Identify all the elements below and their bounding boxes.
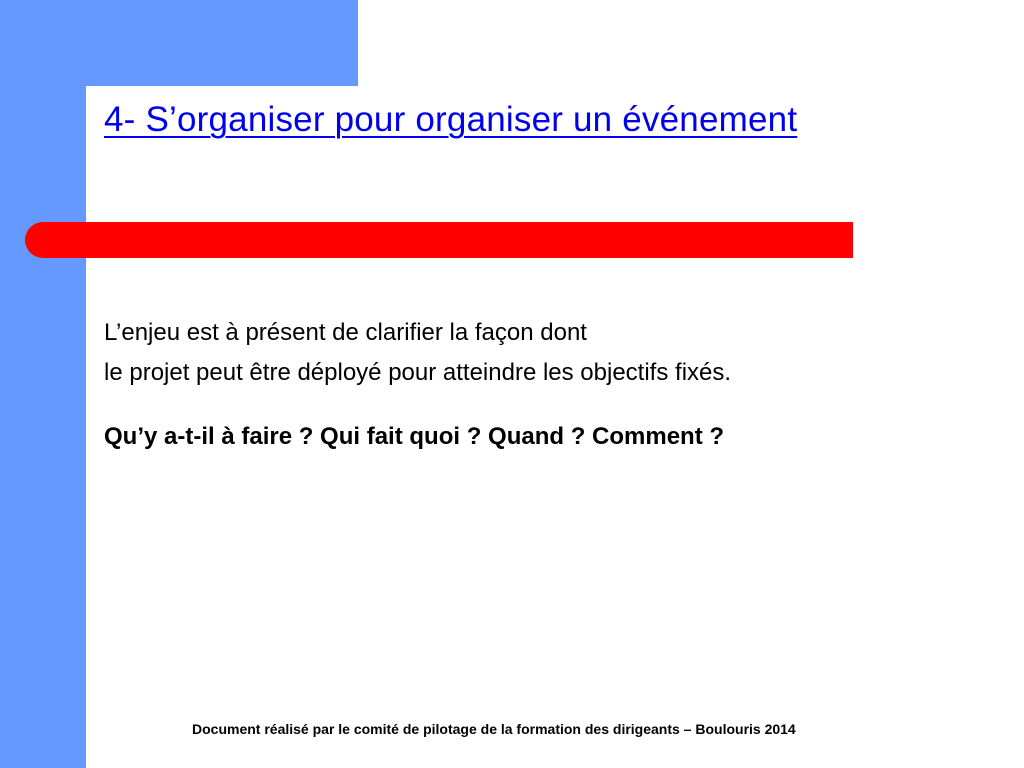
slide-footer: Document réalisé par le comité de pilotage de la formation des dirigeants – Boulouris 2014 — [192, 721, 796, 737]
decorative-red-bar — [25, 222, 853, 258]
body-line-1: L’enjeu est à présent de clarifier la façon dont — [104, 319, 587, 346]
slide-body — [104, 313, 984, 457]
body-line-2: le projet peut être déployé pour atteindre les objectifs fixés. — [104, 359, 732, 386]
slide-title[interactable]: 4- S’organiser pour organiser un événement — [104, 100, 798, 139]
key-questions: Qu’y a-t-il à faire ? Qui fait quoi ? Quand ? Comment ? — [104, 423, 725, 450]
decorative-left-bar — [0, 0, 86, 768]
